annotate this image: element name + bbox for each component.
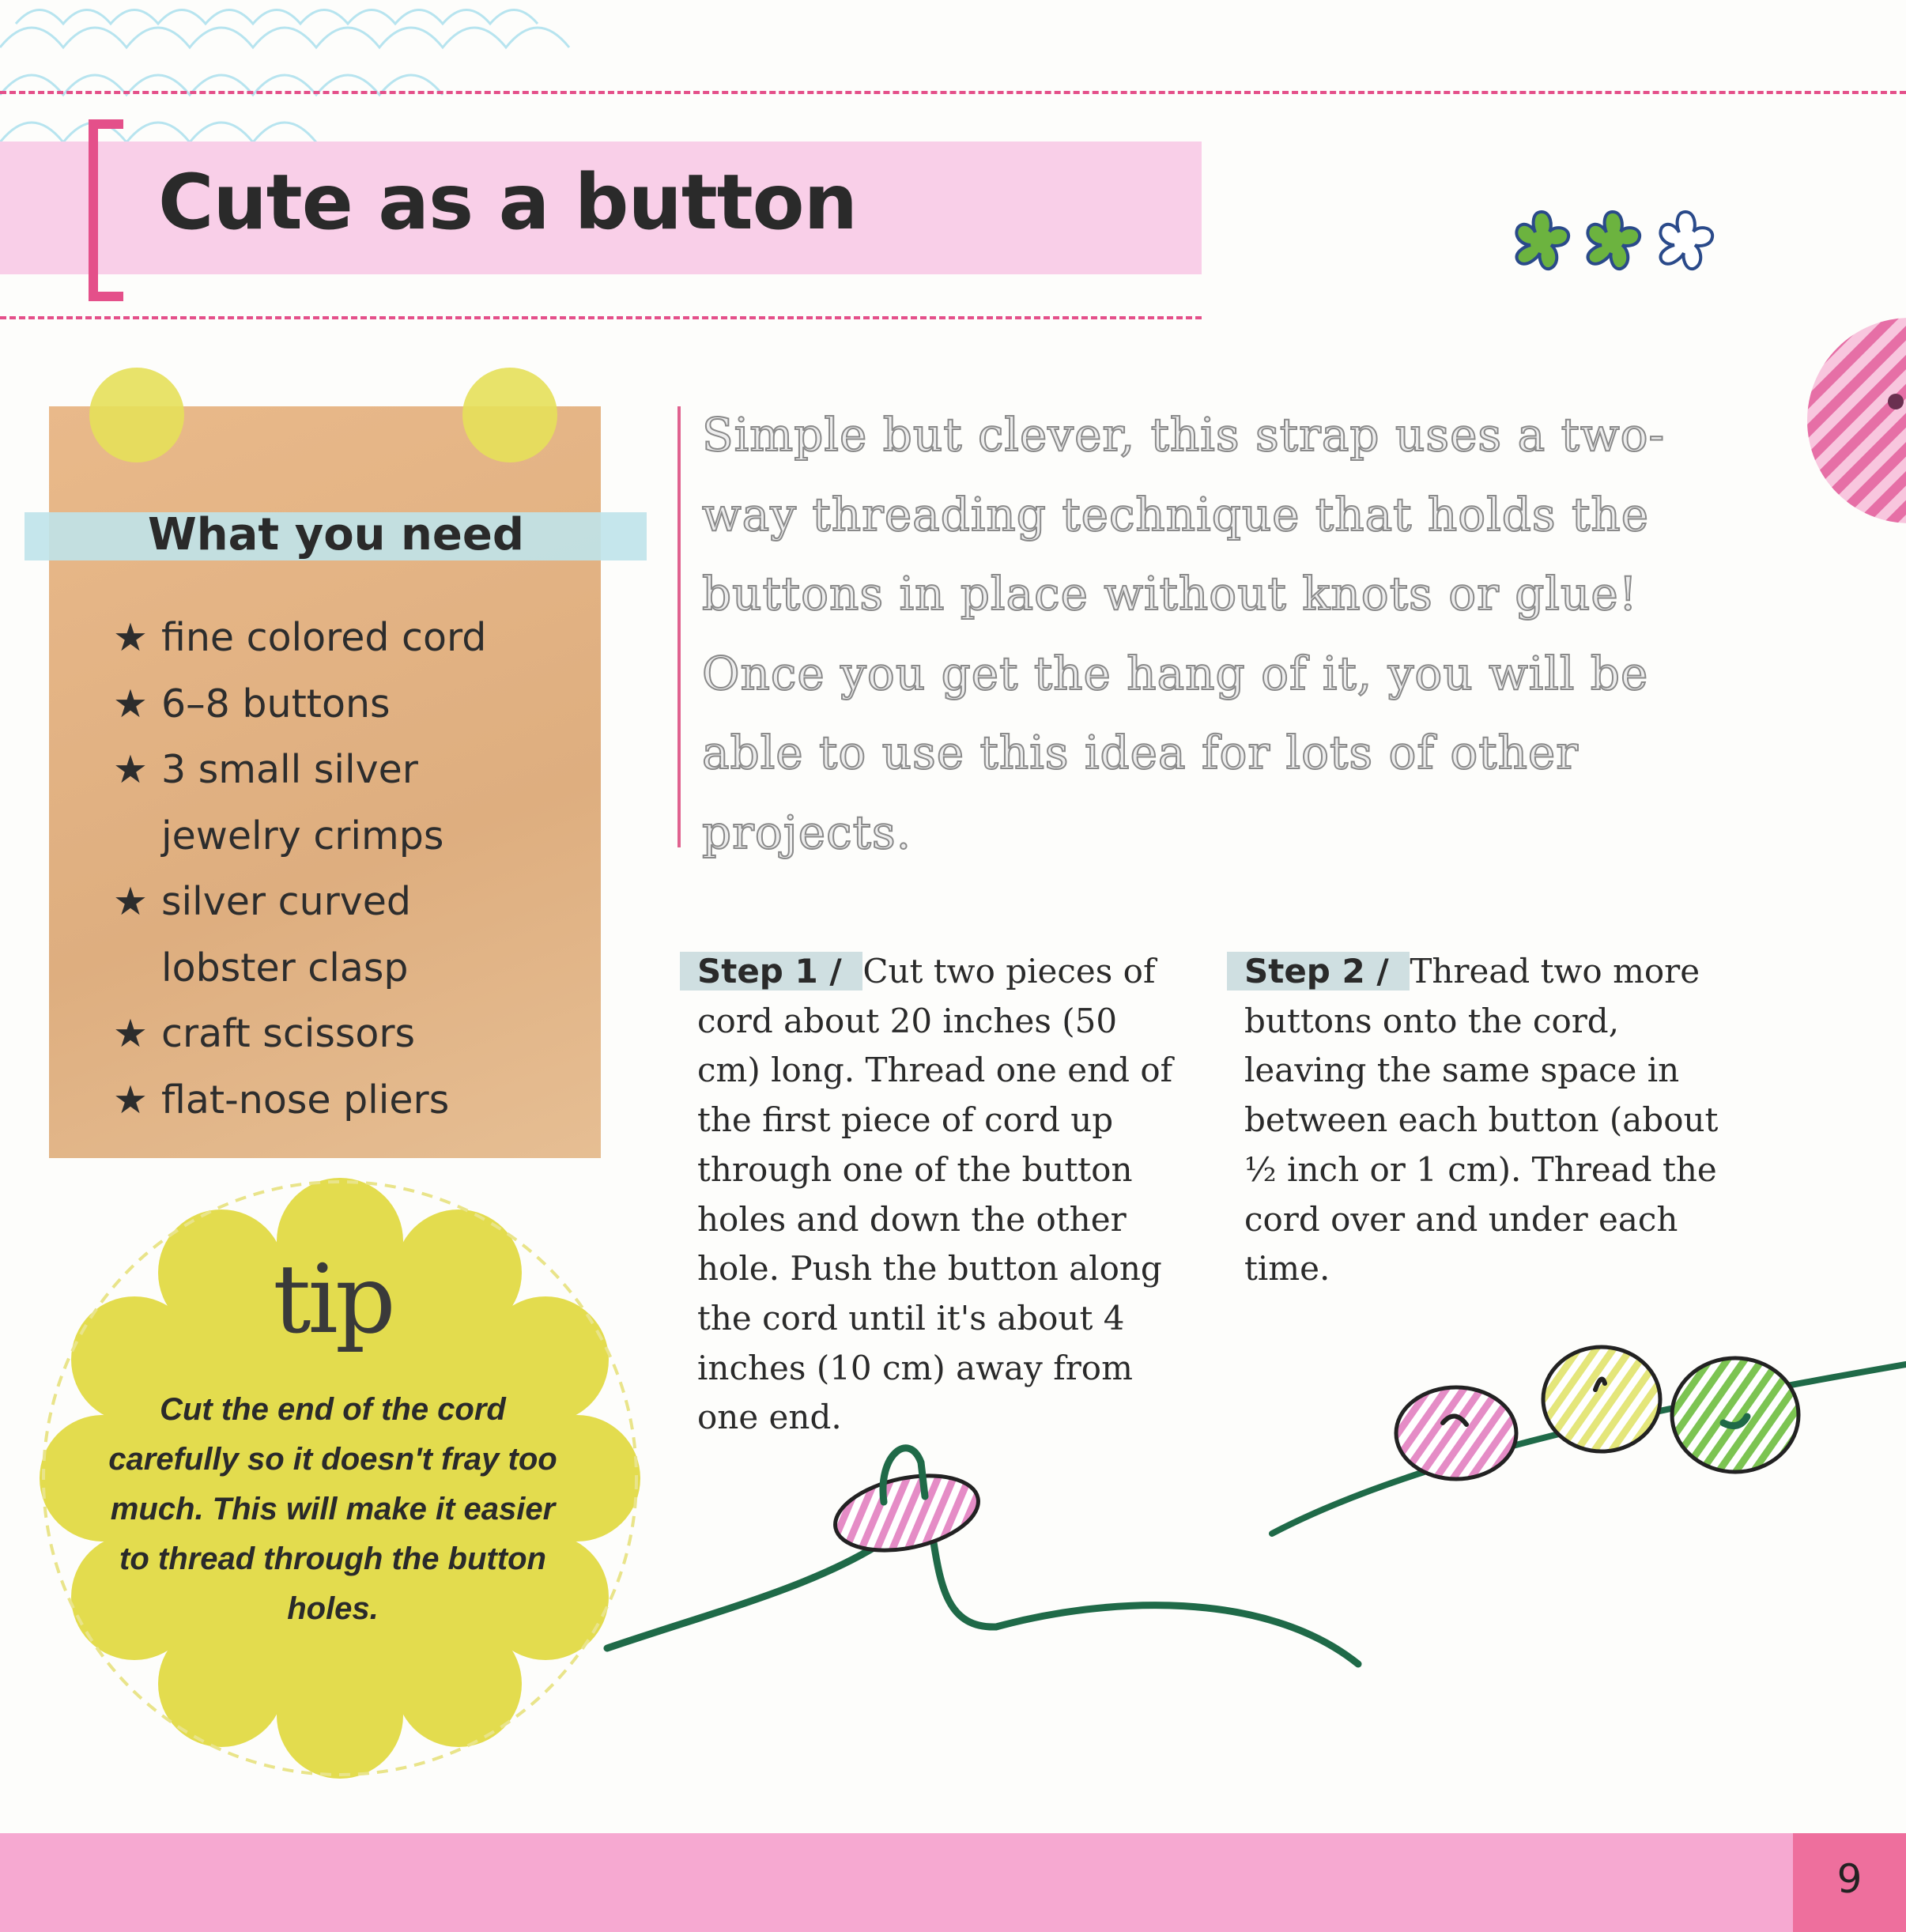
- list-item: [113, 803, 604, 870]
- item-text: craft scissors: [161, 1011, 416, 1056]
- step-separator: /: [1364, 952, 1401, 991]
- list-item: [113, 1001, 604, 1067]
- star-icon: ★: [113, 747, 148, 792]
- item-text: silver curved: [161, 879, 412, 924]
- step-1-illustration: [607, 1448, 1358, 1664]
- item-text: 3 small silver: [161, 747, 418, 792]
- list-item: [113, 671, 604, 738]
- flower-filled-icon: [1587, 212, 1640, 269]
- title-dashed-rule: [0, 316, 1202, 319]
- step-2-illustration: [1272, 1347, 1906, 1534]
- star-icon: ★: [113, 615, 148, 660]
- materials-title: What you need: [148, 509, 524, 560]
- flower-filled-icon: [1516, 212, 1568, 269]
- list-item: [113, 869, 604, 935]
- striped-button-decoration: [1802, 313, 1906, 528]
- step-text: Cut two pieces of cord about 20 inches (50 cm) long. Thread one end of the first piece of cord up through one of the button holes and down the other hole. Push the button along the cord until it's about 4 inches (10 cm) away from one end.: [697, 952, 1173, 1437]
- step-label-text: Step 2: [1244, 952, 1365, 991]
- page-title: Cute as a button: [158, 158, 857, 247]
- star-icon: ★: [113, 879, 148, 924]
- tip-title: tip: [273, 1245, 393, 1355]
- step-label: [1227, 952, 1410, 991]
- intro-paragraph: Simple but clever, this strap uses a two-way threading technique that holds the buttons in place without knots or glue! Once you get the hang of it, you will be able to use this idea for lots of other projects.: [702, 408, 1666, 859]
- step-separator: /: [817, 952, 854, 991]
- step-2: [1244, 947, 1719, 1294]
- item-text: flat-nose pliers: [161, 1077, 450, 1123]
- title-bracket: [89, 119, 123, 301]
- step-label-text: Step 1: [697, 952, 818, 991]
- footer-band: [0, 1833, 1906, 1932]
- flower-empty-icon: [1660, 212, 1712, 269]
- step-label: [680, 952, 862, 991]
- difficulty-rating: [1502, 204, 1731, 279]
- top-dashed-rule: [0, 91, 1906, 94]
- item-text: jewelry crimps: [161, 813, 444, 858]
- star-icon: ★: [113, 1011, 148, 1056]
- tip-text: Cut the end of the cord carefully so it doesn't fray too much. This will make it easier to thread through the button holes.: [108, 1392, 557, 1626]
- star-icon: ★: [113, 681, 148, 726]
- list-item: [113, 737, 604, 803]
- pin-dot: [89, 368, 184, 462]
- item-text: fine colored cord: [161, 615, 487, 660]
- list-item: [113, 935, 604, 1002]
- materials-list: [113, 605, 604, 1133]
- step-1: [697, 947, 1187, 1443]
- page-number: 9: [1836, 1856, 1863, 1902]
- pin-dot: [462, 368, 557, 462]
- step-text: Thread two more buttons onto the cord, leaving the same space in between each button (about ½ inch or 1 cm). Thread the cord over and under each time.: [1244, 952, 1719, 1289]
- list-item: [113, 1067, 604, 1134]
- intro-rule: [677, 406, 681, 847]
- star-icon: ★: [113, 1077, 148, 1123]
- item-text: 6–8 buttons: [161, 681, 391, 726]
- list-item: [113, 605, 604, 671]
- item-text: lobster clasp: [161, 945, 409, 991]
